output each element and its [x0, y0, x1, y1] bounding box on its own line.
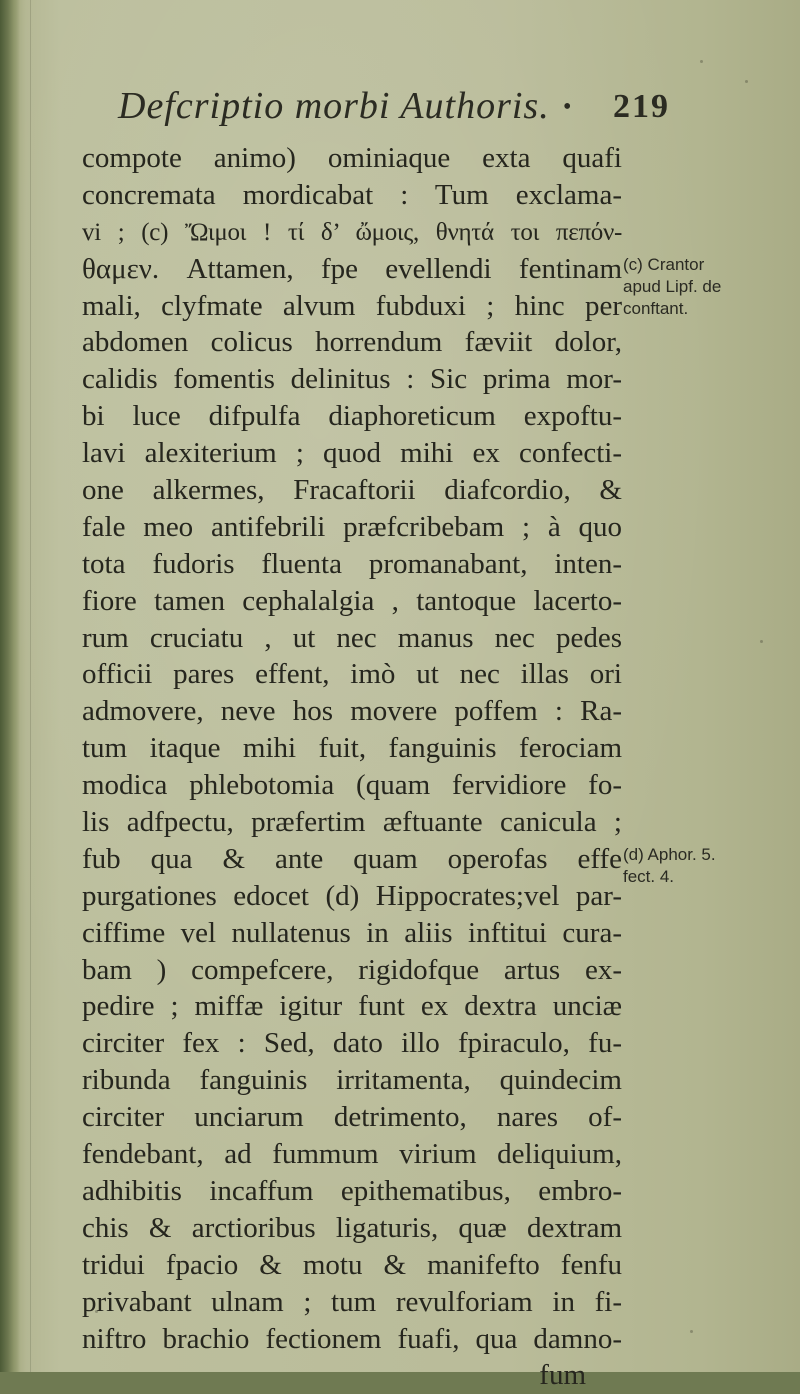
margin-note-line: conftant.: [623, 299, 689, 318]
paper-speck: [690, 1330, 693, 1333]
text-line: chis & arctioribus ligaturis, quæ dextram: [82, 1211, 622, 1244]
text-line: concremata mordicabat : Tum exclama-: [82, 178, 622, 211]
paper-speck: [745, 80, 748, 83]
text-line: bi luce difpulfa diaphoreticum expoftu-: [82, 400, 622, 433]
paper-speck: [760, 640, 763, 643]
text-line: abdomen colicus horrendum fæviit dolor,: [82, 326, 622, 359]
page-gutter-shadow: [0, 0, 20, 1372]
text-line: tridui fpacio & motu & manifefto fenfu: [82, 1248, 622, 1281]
text-line: purgationes edocet (d) Hippocrates;vel par-: [82, 879, 622, 912]
text-line: calidis fomentis delinitus : Sic prima mor-: [82, 363, 622, 396]
margin-note-line: fect. 4.: [623, 867, 675, 886]
text-line: compote animo) ominiaque exta quafi: [82, 142, 622, 174]
text-line: adhibitis incaffum epithematibus, embro-: [82, 1174, 622, 1207]
text-line: officii pares effent, imò ut nec illas ori: [82, 658, 622, 691]
text-line: pedire ; miffæ igitur funt ex dextra unciæ: [82, 990, 622, 1023]
margin-note-c: [623, 254, 721, 320]
text-line: lavi alexiterium ; quod mihi ex confecti-: [82, 437, 622, 470]
text-line: fale meo antifebrili præfcribebam ; à quo: [82, 510, 622, 543]
margin-note-d: [623, 844, 716, 888]
page-fold-line: [30, 0, 31, 1372]
running-head-mark: •: [563, 94, 572, 120]
text-line: modica phlebotomia (quam fervidiore fo-: [82, 769, 622, 802]
paper-speck: [700, 60, 703, 63]
text-line: rum cruciatu , ut nec manus nec pedes: [82, 621, 622, 654]
text-line: ribunda fanguinis irritamenta, quindecim: [82, 1064, 622, 1097]
text-line: lis adfpectu, præfertim æftuante canicula ;: [82, 806, 622, 839]
text-line: ciffime vel nullatenus in aliis inftitui cura-: [82, 916, 622, 949]
page-number: 219: [613, 88, 670, 125]
margin-note-line: apud Lipf. de: [623, 277, 722, 296]
text-line: circiter unciarum detrimento, nares of-: [82, 1101, 622, 1134]
text-line: θαμεν. Attamen, fpe evellendi fentinam: [82, 252, 622, 285]
running-head: [118, 84, 718, 134]
text-line: one alkermes, Fracaftorii diafcordio, &: [82, 474, 622, 507]
text-line: fendebant, ad fummum virium deliquium,: [82, 1138, 622, 1171]
text-line: bam ) compefcere, rigidofque artus ex-: [82, 953, 622, 986]
text-line: tota fudoris fluenta promanabant, inten-: [82, 547, 622, 580]
margin-note-line: (c) Crantor: [623, 255, 705, 274]
text-line: fiore tamen cephalalgia , tantoque lacerto-: [82, 584, 622, 617]
text-line: privabant ulnam ; tum revulforiam in fi-: [82, 1285, 622, 1318]
text-line: vi ; (c) Ὤιμοι ! τί δ’ ὤμοις, θνητά τοι πεπόν-: [82, 218, 622, 246]
catchword: fum: [539, 1359, 586, 1392]
text-line: tum itaque mihi fuit, fanguinis ferociam: [82, 732, 622, 765]
body-text: [82, 140, 622, 1394]
text-line: mali, clyfmate alvum fubduxi ; hinc per: [82, 289, 622, 322]
paper-speck: [95, 1310, 98, 1313]
text-line: niftro brachio fectionem fuafi, qua damno-: [82, 1322, 622, 1355]
margin-note-line: (d) Aphor. 5.: [623, 845, 716, 864]
text-line: circiter fex : Sed, dato illo fpiraculo, fu-: [82, 1027, 622, 1060]
running-title: Defcriptio morbi Authoris.: [118, 85, 550, 127]
text-line: fub qua & ante quam operofas effe: [82, 842, 622, 875]
text-line: admovere, neve hos movere poffem : Ra-: [82, 695, 622, 728]
